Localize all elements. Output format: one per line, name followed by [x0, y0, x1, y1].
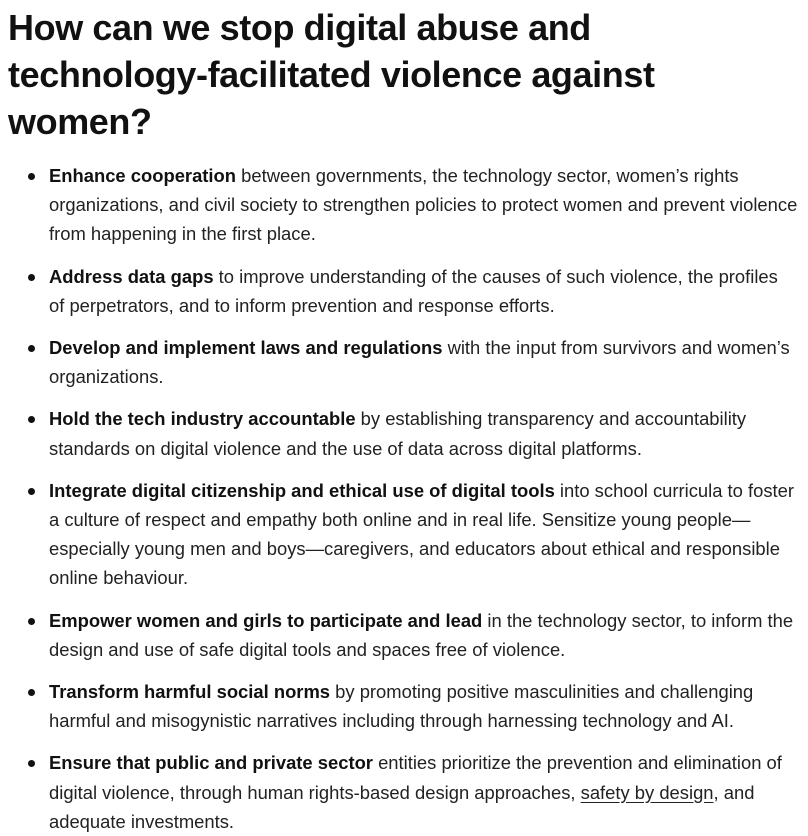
item-bold: Empower women and girls to participate and lead: [49, 609, 483, 631]
list-item: [8, 161, 798, 249]
item-bold: Transform harmful social norms: [49, 681, 331, 703]
bullet-icon: [28, 274, 35, 281]
item-bold: Address data gaps: [49, 265, 214, 287]
item-text: by promoting positive masculinities and challenging harmful and misogynistic narratives including through harnessing technology and AI.: [49, 681, 754, 732]
list-item: [8, 333, 798, 391]
item-bold: Hold the tech industry accountable: [49, 408, 356, 430]
bullet-icon: [28, 689, 35, 696]
item-text: into school curricula to foster a culture of respect and empathy both online and in real life. Sensitize young people—especially young men and boys—caregivers, and educators about ethical and responsible online behaviour.: [49, 479, 794, 589]
recommendations-list: [8, 161, 798, 836]
item-text: with the input from survivors and women’s organizations.: [49, 337, 790, 388]
bullet-icon: [28, 618, 35, 625]
bullet-icon: [28, 760, 35, 767]
list-item: [8, 262, 798, 320]
item-text-tail: , and adequate investments.: [49, 781, 755, 832]
item-text: by establishing transparency and accountability standards on digital violence and the use of data across digital platforms.: [49, 408, 747, 459]
safety-by-design-link[interactable]: safety by design: [580, 781, 714, 803]
bullet-icon: [28, 173, 35, 180]
item-text: to improve understanding of the causes of such violence, the profiles of perpetrators, and to inform prevention and response efforts.: [49, 265, 778, 316]
item-bold: Develop and implement laws and regulations: [49, 337, 443, 359]
item-text: in the technology sector, to inform the design and use of safe digital tools and spaces free of violence.: [49, 609, 794, 660]
page-title: How can we stop digital abuse and technology-facilitated violence against women?: [8, 7, 655, 142]
list-item: [8, 404, 798, 462]
bullet-icon: [28, 416, 35, 423]
item-bold: Integrate digital citizenship and ethical use of digital tools: [49, 479, 555, 501]
item-bold: Ensure that public and private sector: [49, 752, 373, 774]
item-text: entities prioritize the prevention and elimination of digital violence, through human rights-based design approaches,: [49, 752, 782, 803]
bullet-icon: [28, 488, 35, 495]
list-item: [8, 677, 798, 735]
list-item: [8, 748, 798, 836]
item-text: between governments, the technology sector, women’s rights organizations, and civil society to strengthen policies to protect women and prevent violence from happening in the first place.: [49, 165, 798, 245]
list-item: [8, 606, 798, 664]
item-bold: Enhance cooperation: [49, 165, 237, 186]
bullet-icon: [28, 345, 35, 352]
list-item: [8, 476, 798, 593]
